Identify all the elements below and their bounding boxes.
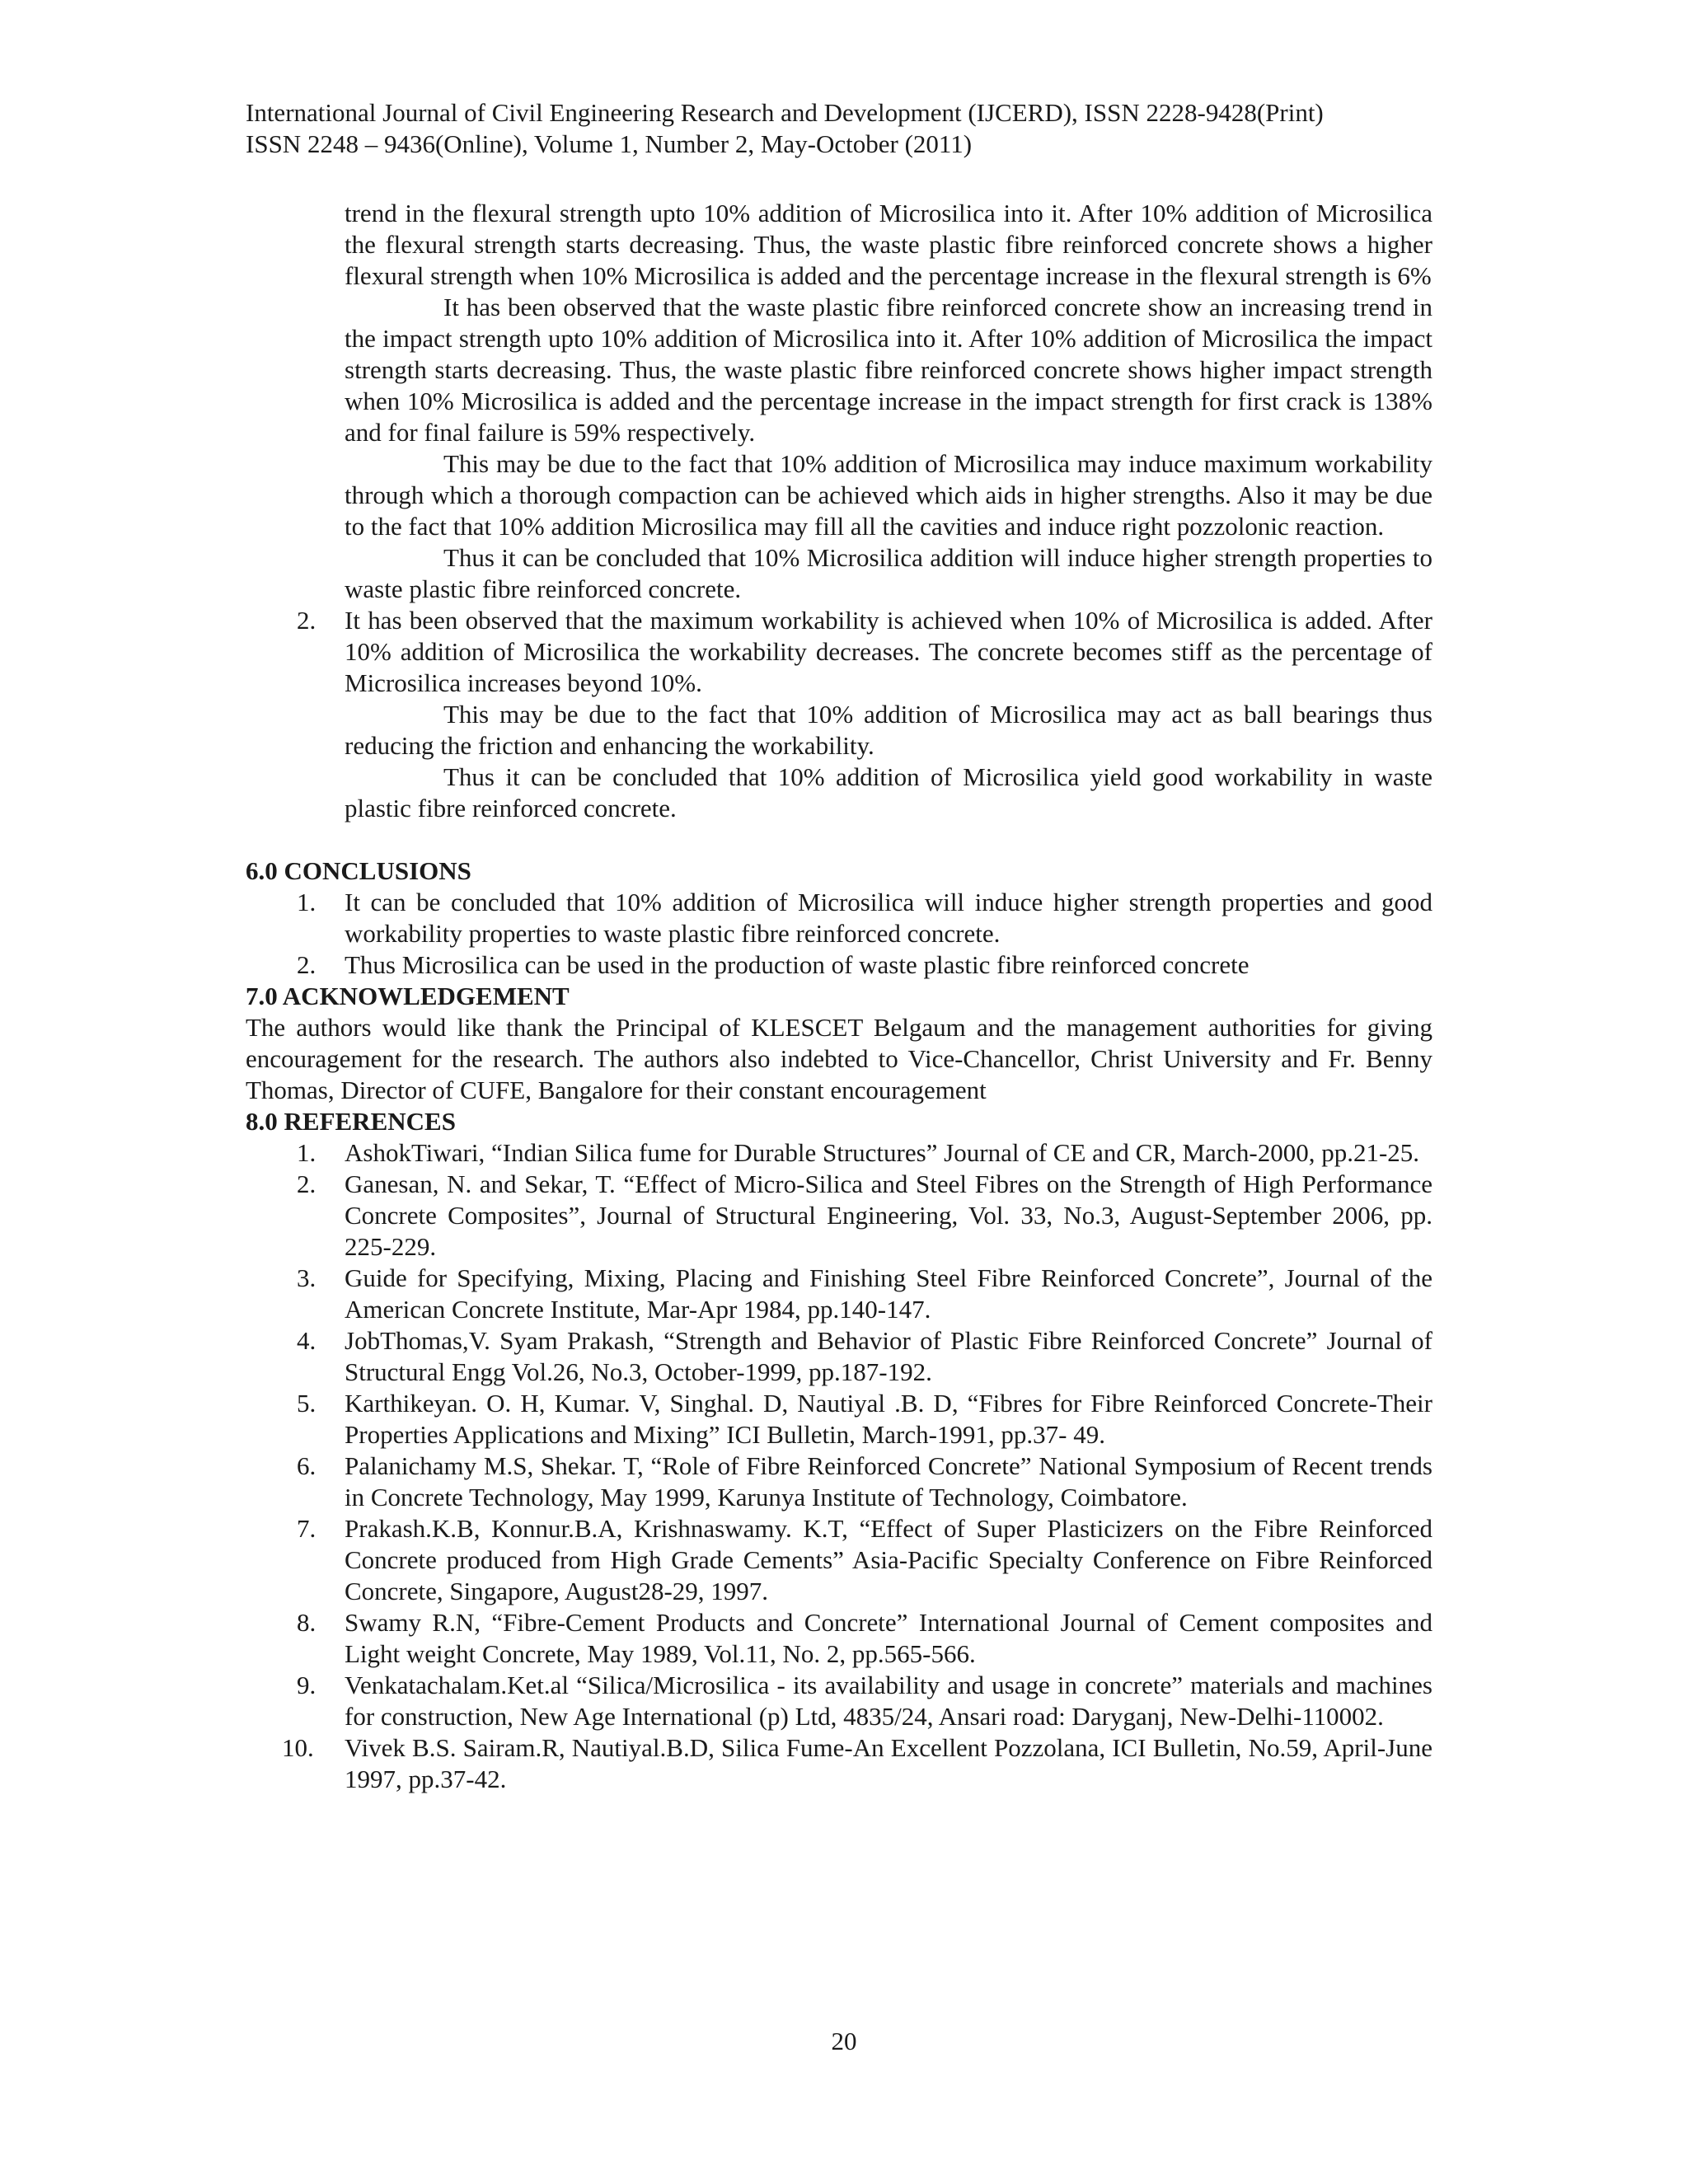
list-number: 1. xyxy=(297,888,316,916)
references-list xyxy=(246,1137,1432,1795)
reference-item xyxy=(246,1732,1432,1795)
conclusions-heading: 6.0 CONCLUSIONS xyxy=(246,856,471,885)
list-item-text: Thus Microsilica can be used in the production of waste plastic fibre reinforced concrete xyxy=(345,950,1250,979)
reference-item xyxy=(246,1263,1432,1325)
reference-text: Guide for Specifying, Mixing, Placing and Finishing Steel Fibre Reinforced Concrete”, Journal of the American Concrete Institute, Mar-Apr 1984, pp.140-147. xyxy=(345,1263,1432,1324)
reference-text: Prakash.K.B, Konnur.B.A, Krishnaswamy. K.T, “Effect of Super Plasticizers on the Fibre Reinforced Concrete produced from High Grade Cements” Asia-Pacific Specialty Conference on Fibre Reinforced Concrete, Singapore, August28-29, 1997. xyxy=(345,1514,1432,1605)
list-item-text: It can be concluded that 10% addition of Microsilica will induce higher strength properties and good workability properties to waste plastic fibre reinforced concrete. xyxy=(345,888,1432,948)
reference-item xyxy=(246,1169,1432,1263)
list-number: 4. xyxy=(297,1326,316,1355)
reference-text: Venkatachalam.Ket.al “Silica/Microsilica - its availability and usage in concrete” materials and machines for construction, New Age International (p) Ltd, 4835/24, Ansari road: Daryganj, New-Delhi-110002. xyxy=(345,1671,1432,1731)
journal-header-line-1: International Journal of Civil Engineering Research and Development (IJCERD), ISSN 2228-9428(Print) xyxy=(246,98,1324,127)
reference-item xyxy=(246,1137,1432,1169)
reference-item xyxy=(246,1607,1432,1670)
results-paragraph: It has been observed that the waste plastic fibre reinforced concrete show an increasing trend in the impact strength upto 10% addition of Microsilica into it. After 10% addition of Microsilica the impact strength starts decreasing. Thus, the waste plastic fibre reinforced concrete shows higher impact strength when 10% Microsilica is added and the percentage increase in the impact strength for first crack is 138% and for final failure is 59% respectively. xyxy=(345,293,1432,447)
list-number: 10. xyxy=(282,1733,314,1762)
acknowledgement-text: The authors would like thank the Principal of KLESCET Belgaum and the management authorities for giving encouragement for the research. The authors also indebted to Vice-Chancellor, Christ University and Fr. Benny Thomas, Director of CUFE, Bangalore for their constant encouragement xyxy=(246,1013,1432,1104)
reference-item xyxy=(246,1513,1432,1607)
references-heading: 8.0 REFERENCES xyxy=(246,1107,456,1136)
reference-text: AshokTiwari, “Indian Silica fume for Durable Structures” Journal of CE and CR, March-2000, pp.21-25. xyxy=(345,1138,1420,1167)
list-number: 6. xyxy=(297,1451,316,1480)
list-number: 5. xyxy=(297,1389,316,1418)
list-number: 9. xyxy=(297,1671,316,1699)
list-number: 2. xyxy=(297,606,316,635)
results-paragraph: This may be due to the fact that 10% addition of Microsilica may induce maximum workability through which a thorough compaction can be achieved which aids in higher strengths. Also it may be due to the fact that 10% addition Microsilica may fill all the cavities and induce right pozzolonic reaction. xyxy=(345,449,1432,541)
list-number: 2. xyxy=(297,950,316,979)
list-number: 2. xyxy=(297,1169,316,1198)
running-header xyxy=(246,97,1449,160)
reference-item xyxy=(246,1325,1432,1388)
reference-text: JobThomas,V. Syam Prakash, “Strength and Behavior of Plastic Fibre Reinforced Concrete” Journal of Structural Engg Vol.26, No.3, October-1999, pp.187-192. xyxy=(345,1326,1432,1386)
article-body xyxy=(246,198,1432,1795)
list-item xyxy=(246,949,1432,981)
list-item xyxy=(246,887,1432,949)
reference-text: Vivek B.S. Sairam.R, Nautiyal.B.D, Silica Fume-An Excellent Pozzolana, ICI Bulletin, No.59, April-June 1997, pp.37-42. xyxy=(345,1733,1432,1793)
results-paragraph: trend in the flexural strength upto 10% addition of Microsilica into it. After 10% addition of Microsilica the flexural strength starts decreasing. Thus, the waste plastic fibre reinforced concrete shows a higher flexural strength when 10% Microsilica is added and the percentage increase in the flexural strength is 6% xyxy=(345,199,1432,290)
reference-item xyxy=(246,1451,1432,1513)
results-paragraph: Thus it can be concluded that 10% Microsilica addition will induce higher strength properties to waste plastic fibre reinforced concrete. xyxy=(345,543,1432,603)
list-number: 3. xyxy=(297,1263,316,1292)
results-item-2 xyxy=(246,605,1432,824)
list-number: 7. xyxy=(297,1514,316,1543)
acknowledgement-heading: 7.0 ACKNOWLEDGEMENT xyxy=(246,982,570,1010)
reference-text: Palanichamy M.S, Shekar. T, “Role of Fibre Reinforced Concrete” National Symposium of Recent trends in Concrete Technology, May 1999, Karunya Institute of Technology, Coimbatore. xyxy=(345,1451,1432,1511)
reference-text: Karthikeyan. O. H, Kumar. V, Singhal. D, Nautiyal .B. D, “Fibres for Fibre Reinforced Concrete-Their Properties Applications and Mixing” ICI Bulletin, March-1991, pp.37- 49. xyxy=(345,1389,1432,1449)
reference-text: Ganesan, N. and Sekar, T. “Effect of Micro-Silica and Steel Fibres on the Strength of High Performance Concrete Composites”, Journal of Structural Engineering, Vol. 33, No.3, August-September 2006, pp. 225-229. xyxy=(345,1169,1432,1261)
reference-item xyxy=(246,1670,1432,1732)
results-paragraph: It has been observed that the maximum workability is achieved when 10% of Microsilica is added. After 10% addition of Microsilica the workability decreases. The concrete becomes stiff as the percentage of Microsilica increases beyond 10%. xyxy=(345,606,1432,697)
results-paragraph: This may be due to the fact that 10% addition of Microsilica may act as ball bearings thus reducing the friction and enhancing the workability. xyxy=(345,700,1432,760)
journal-header-line-2: ISSN 2248 – 9436(Online), Volume 1, Number 2, May-October (2011) xyxy=(246,129,973,158)
list-number: 1. xyxy=(297,1138,316,1167)
reference-item xyxy=(246,1388,1432,1451)
results-paragraph: Thus it can be concluded that 10% addition of Microsilica yield good workability in waste plastic fibre reinforced concrete. xyxy=(345,762,1432,823)
list-number: 8. xyxy=(297,1608,316,1637)
reference-text: Swamy R.N, “Fibre-Cement Products and Concrete” International Journal of Cement composites and Light weight Concrete, May 1989, Vol.11, No. 2, pp.565-566. xyxy=(345,1608,1432,1668)
page-number: 20 xyxy=(831,2027,857,2055)
